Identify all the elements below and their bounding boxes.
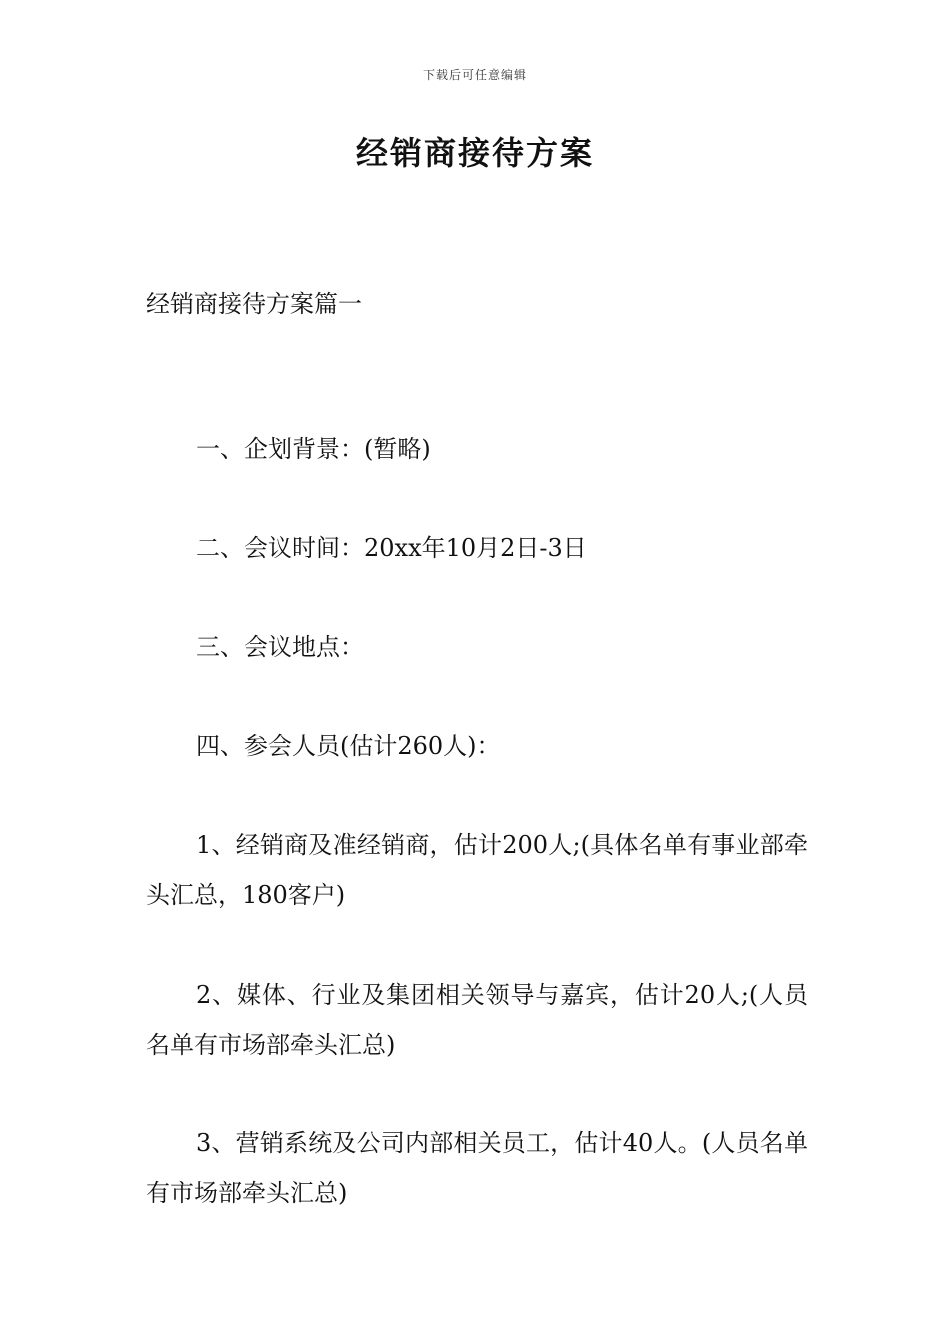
document-title: 经销商接待方案 [355, 134, 594, 172]
paragraph-attendee-media: 2、媒体、行业及集团相关领导与嘉宾，估计20人;(人员名单有市场部牵头汇总) [146, 981, 808, 1059]
paragraph-meeting-location: 三、会议地点： [196, 633, 364, 661]
paragraph-meeting-time: 二、会议时间：20xx年10月2日-3日 [196, 534, 587, 562]
paragraph-attendee-dealers: 1、经销商及准经销商，估计200人;(具体名单有事业部牵头汇总，180客户) [146, 831, 808, 909]
paragraph-attendee-staff: 3、营销系统及公司内部相关员工，估计40人。(人员名单有市场部牵头汇总) [146, 1129, 808, 1207]
paragraph-attendees: 四、参会人员(估计260人)： [196, 732, 501, 760]
section-heading: 经销商接待方案篇一 [146, 290, 362, 318]
header-note: 下载后可任意编辑 [422, 68, 527, 82]
paragraph-background: 一、企划背景：(暂略) [196, 435, 431, 463]
